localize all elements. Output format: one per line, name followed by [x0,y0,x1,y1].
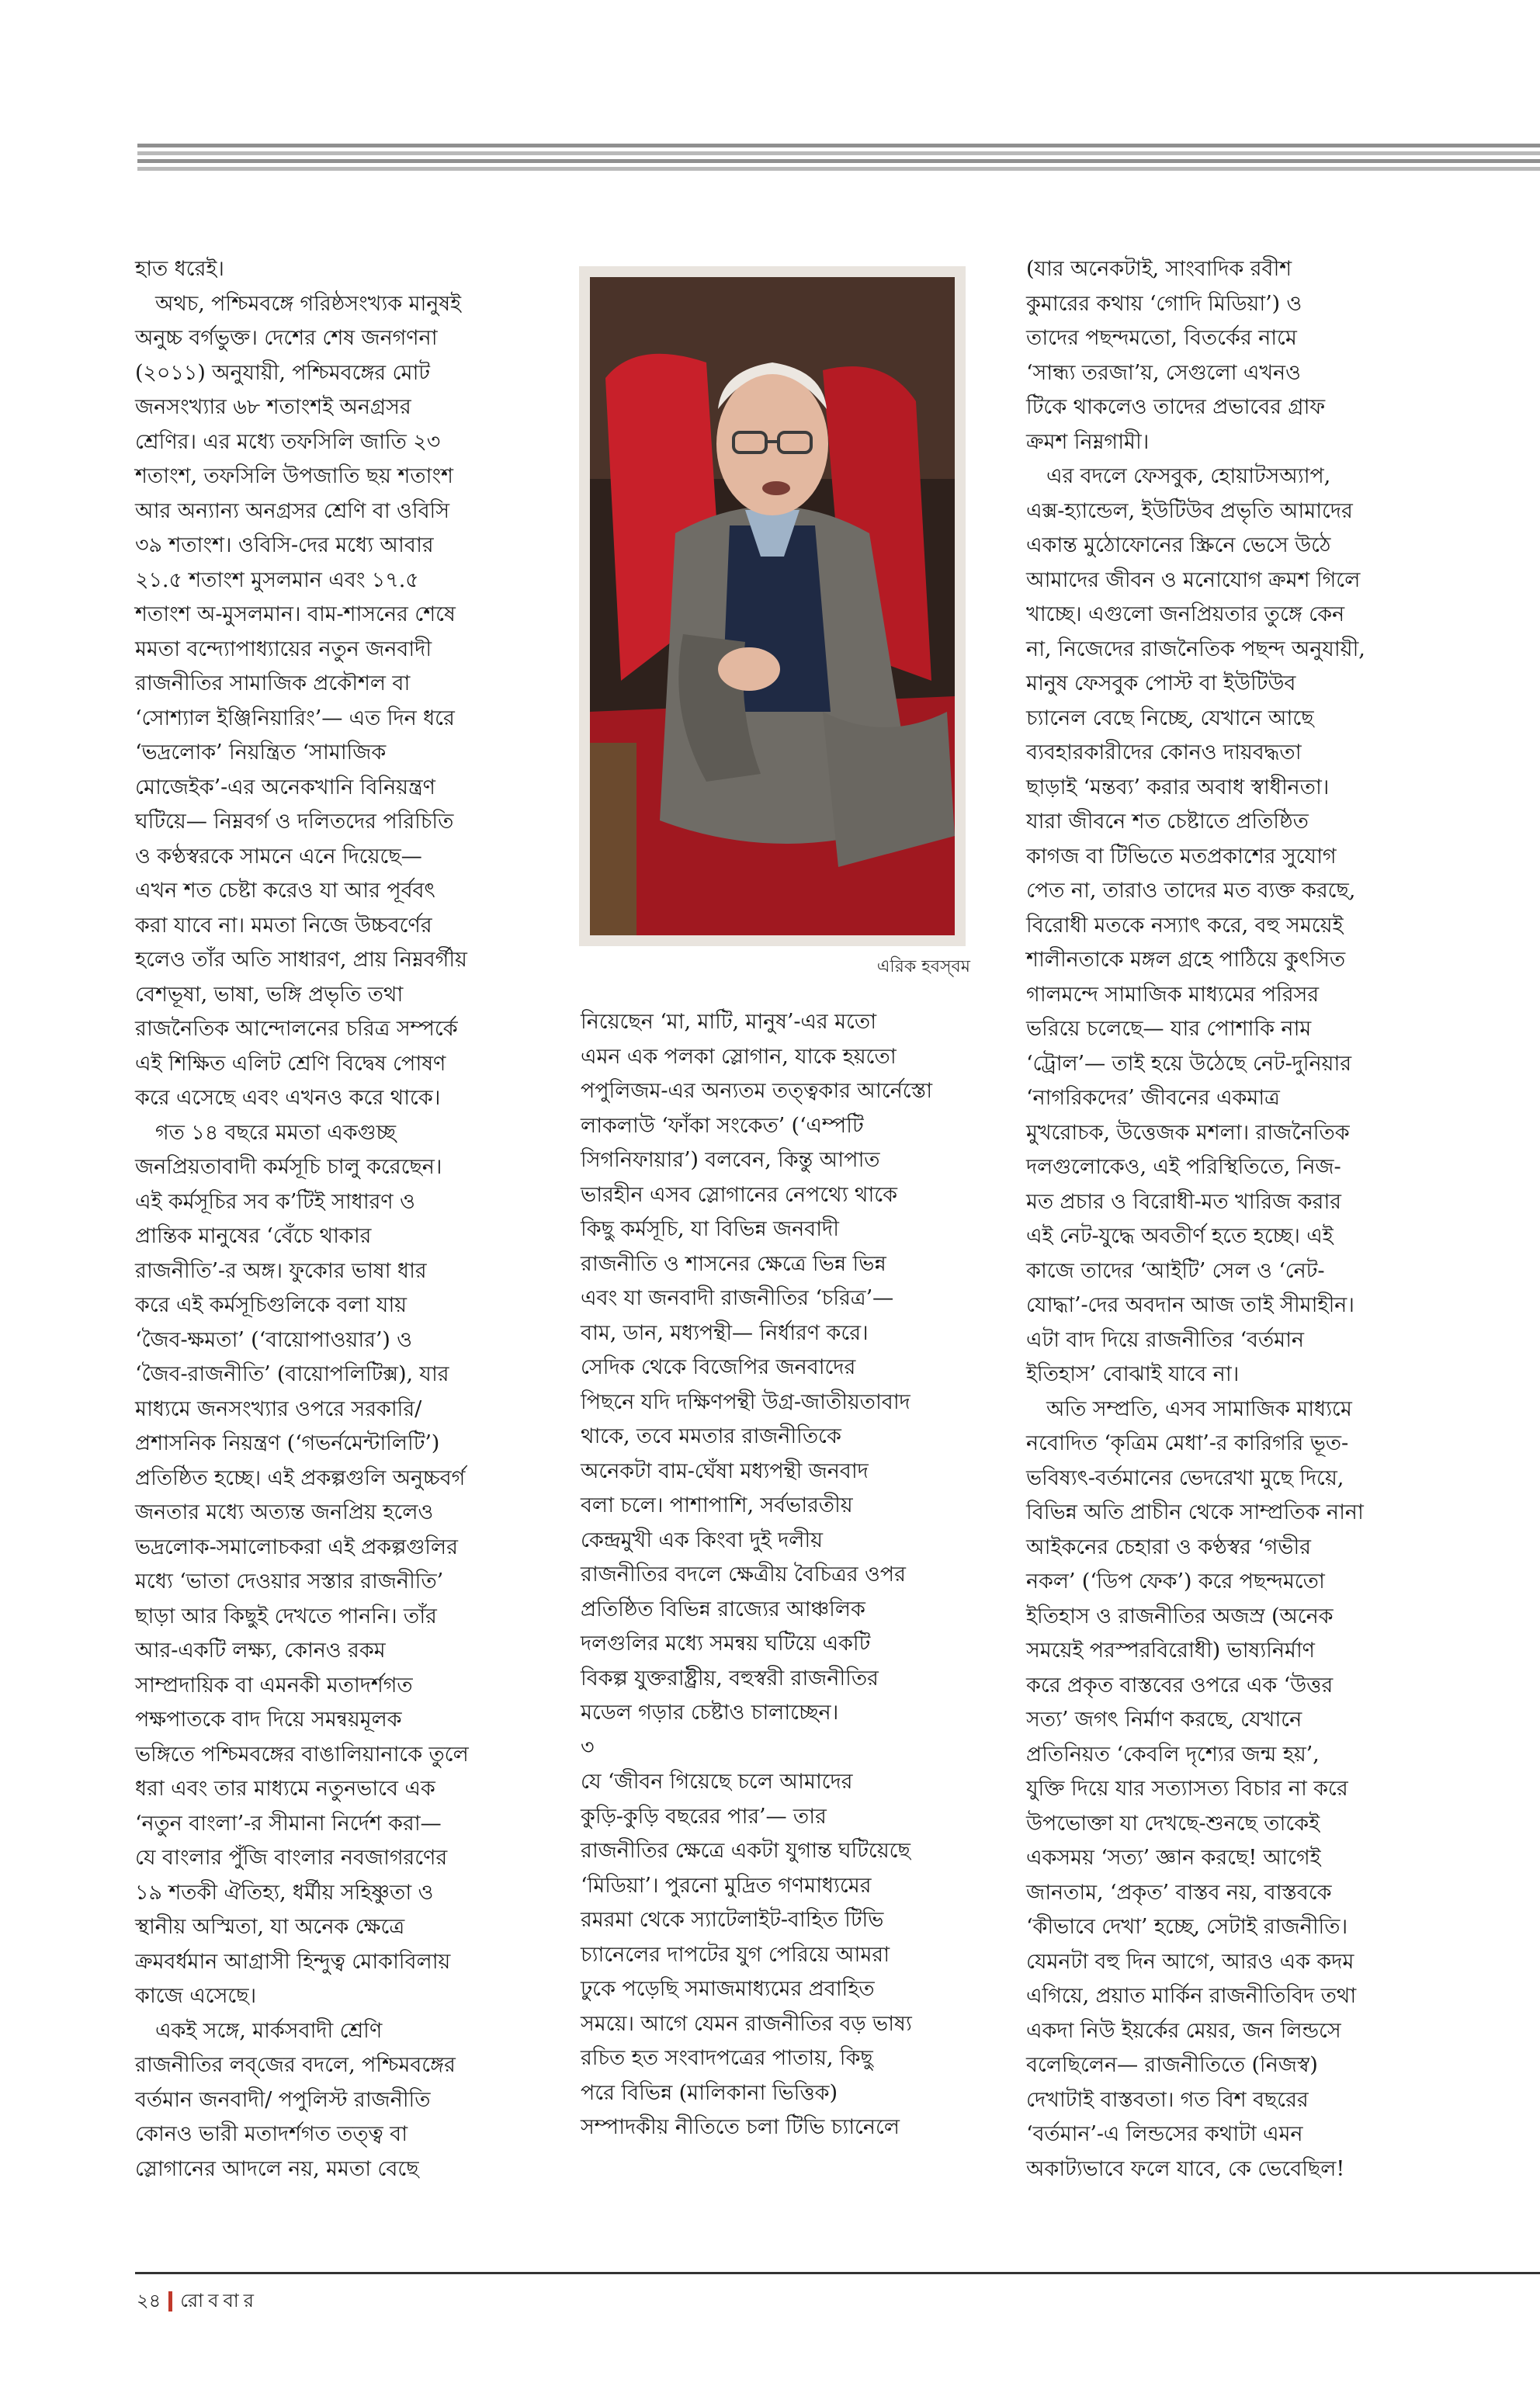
header-rules [137,144,1540,182]
magazine-name: রোববার [180,2290,258,2311]
paragraph: অথচ, পশ্চিমবঙ্গে গরিষ্ঠসংখ্যক মানুষই অনুচ্চ বর্গভুক্ত। দেশের শেষ জনগণনা (২০১১) অনুযায়ী, পশ্চিমবঙ্গের মোট জনসংখ্যার ৬৮ শতাংশই অনগ্রসর শ্রেণির। এর মধ্যে তফসিলি জাতি ২৩ শতাংশ, তফসিলি উপজাতি ছয় শতাংশ আর অন্যান্য অনগ্রসর শ্রেণি বা ওবিসি ৩৯ শতাংশ। ওবিসি-দের মধ্যে আবার ২১.৫ শতাংশ মুসলমান এবং ১৭.৫ শতাংশ অ-মুসলমান। বাম-শাসনের শেষে মমতা বন্দ্যোপাধ্যায়ের নতুন জনবাদী রাজনীতির সামাজিক প্রকৌশল বা ‘সোশ্যাল ইঞ্জিনিয়ারিং’— এত দিন ধরে ‘ভদ্রলোক’ নিয়ন্ত্রিত ‘সামাজিক মোজেইক’-এর অনেকখানি বিনিয়ন্ত্রণ ঘটিয়ে— নিম্নবর্গ ও দলিতদের পরিচিতি ও কণ্ঠস্বরকে সামনে এনে দিয়েছে— এখন শত চেষ্টা করেও যা আর পূর্ববৎ করা যাবে না। মমতা নিজে উচ্চবর্ণের হলেও তাঁর অতি সাধারণ, প্রায় নিম্নবর্গীয় বেশভূষা, ভাষা, ভঙ্গি প্রভৃতি তথা রাজনৈতিক আন্দোলনের চরিত্র সম্পর্কে এই শিক্ষিত এলিট শ্রেণি বিদ্বেষ পোষণ করে এসেছে এবং এখনও করে থাকে। [135,291,467,1110]
page-footer [137,2287,258,2318]
paragraph: নিয়েছেন ‘মা, মাটি, মানুষ’-এর মতো এমন এক পলকা স্লোগান, যাকে হয়তো পপুলিজম-এর অন্যতম তত্ত্বকার আর্নেস্তো লাকলাউ ‘ফাঁকা সংকেত’ (‘এম্পটি সিগনিফায়ার’) বলবেন, কিন্তু আপাত ভারহীন এসব স্লোগানের নেপথ্যে থাকে কিছু কর্মসূচি, যা বিভিন্ন জনবাদী রাজনীতি ও শাসনের ক্ষেত্রে ভিন্ন ভিন্ন এবং যা জনবাদী রাজনীতির ‘চরিত্র’— বাম, ডান, মধ্যপন্থী— নির্ধারণ করে। সেদিক থেকে বিজেপির জনবাদের পিছনে যদি দক্ষিণপন্থী উগ্র-জাতীয়তাবাদ থাকে, তবে মমতার রাজনীতিকে অনেকটা বাম-ঘেঁষা মধ্যপন্থী জনবাদ বলা চলে। পাশাপাশি, সর্বভারতীয় কেন্দ্রমুখী এক কিংবা দুই দলীয় রাজনীতির বদলে ক্ষেত্রীয় বৈচিত্রর ওপর প্রতিষ্ঠিত বিভিন্ন রাজ্যের আঞ্চলিক দলগুলির মধ্যে সমন্বয় ঘটিয়ে একটি বিকল্প যুক্তরাষ্ট্রীয়, বহুস্বরী রাজনীতির মডেল গড়ার চেষ্টাও চালাচ্ছেন। [581,1010,932,1725]
photo-caption: এরিক হবস্‌বম [876,957,970,976]
paragraph: একই সঙ্গে, মার্কসবাদী শ্রেণি রাজনীতির লব্‌জের বদলে, পশ্চিমবঙ্গের বর্তমান জনবাদী/ পপুলিস্ট রাজনীতি কোনও ভারী মতাদর্শগত তত্ত্ব বা স্লোগানের আদলে নয়, মমতা বেছে [135,2018,456,2181]
article-column-left [135,252,531,2187]
portrait-photo [579,266,966,946]
photo-image [590,277,955,935]
page-number: ২৪ [137,2290,161,2311]
portrait-illustration [590,277,955,935]
article-column-middle [581,1005,976,2145]
paragraph: যে ‘জীবন গিয়েছে চলে আমাদের কুড়ি-কুড়ি বছরের পার’— তার রাজনীতির ক্ষেত্রে একটা যুগান্ত ঘটিয়েছে ‘মিডিয়া’। পুরনো মুদ্রিত গণমাধ্যমের রমরমা থেকে স্যাটেলাইট-বাহিত টিভি চ্যানেলের দাপটের যুগ পেরিয়ে আমরা ঢুকে পড়েছি সমাজমাধ্যমের প্রবাহিত সময়ে। আগে যেমন রাজনীতির বড় ভাষ্য রচিত হত সংবাদপত্রের পাতায়, কিছু পরে বিভিন্ন (মালিকানা ভিত্তিক) সম্পাদকীয় নীতিতে চলা টিভি চ্যানেলে [581,1770,912,2139]
paragraph: হাত ধরেই। [135,257,224,281]
section-number: ৩ [581,1735,595,1760]
footer-rule [135,2272,1540,2274]
footer-separator [168,2291,172,2311]
paragraph: এর বদলে ফেসবুক, হোয়াটসঅ্যাপ, এক্স-হ্যান্ডেল, ইউটিউব প্রভৃতি আমাদের একান্ত মুঠোফোনের স্ক্রিনে ভেসে উঠে আমাদের জীবন ও মনোযোগ ক্রমশ গিলে খাচ্ছে। এগুলো জনপ্রিয়তার তুঙ্গে কেন না, নিজেদের রাজনৈতিক পছন্দ অনুযায়ী, মানুষ ফেসবুক পোস্ট বা ইউটিউব চ্যানেল বেছে নিচ্ছে, যেখানে আছে ব্যবহারকারীদের কোনও দায়বদ্ধতা ছাড়াই ‘মন্তব্য’ করার অবাধ স্বাধীনতা। যারা জীবনে শত চেষ্টাতে প্রতিষ্ঠিত কাগজ বা টিভিতে মতপ্রকাশের সুযোগ পেত না, তারাও তাদের মত ব্যক্ত করছে, বিরোধী মতকে নস্যাৎ করে, বহু সময়েই শালীনতাকে মঙ্গল গ্রহে পাঠিয়ে কুৎসিত গালমন্দে সামাজিক মাধ্যমের পরিসর ভরিয়ে চলেছে— যার পোশাকি নাম ‘ট্রোল’— তাই হয়ে উঠেছে নেট-দুনিয়ার ‘নাগরিকদের’ জীবনের একমাত্র মুখরোচক, উত্তেজক মশলা। রাজনৈতিক দলগুলোকেও, এই পরিস্থিতিতে, নিজ- মত প্রচার ও বিরোধী-মত খারিজ করার এই নেট-যুদ্ধে অবতীর্ণ হতে হচ্ছে। এই কাজে তাদের ‘আইটি’ সেল ও ‘নেট- যোদ্ধা’-দের অবদান আজ তাই সীমাহীন। এটা বাদ দিয়ে রাজনীতির ‘বর্তমান ইতিহাস’ বোঝাই যাবে না। [1026,464,1365,1386]
article-column-right [1026,252,1422,2187]
paragraph: গত ১৪ বছরে মমতা একগুচ্ছ জনপ্রিয়তাবাদী কর্মসূচি চালু করেছেন। এই কর্মসূচির সব ক’টিই সাধারণ ও প্রান্তিক মানুষের ‘বেঁচে থাকার রাজনীতি’-র অঙ্গ। ফুকোর ভাষা ধার করে এই কর্মসূচিগুলিকে বলা যায় ‘জৈব-ক্ষমতা’ (‘বায়োপাওয়ার’) ও ‘জৈব-রাজনীতি’ (বায়োপলিটিক্স), যার মাধ্যমে জনসংখ্যার ওপরে সরকারি/ প্রশাসনিক নিয়ন্ত্রণ (‘গভর্নমেন্টালিটি’) প্রতিষ্ঠিত হচ্ছে। এই প্রকল্পগুলি অনুচ্চবর্গ জনতার মধ্যে অত্যন্ত জনপ্রিয় হলেও ভদ্রলোক-সমালোচকরা এই প্রকল্পগুলির মধ্যে ‘ভাতা দেওয়ার সস্তার রাজনীতি’ ছাড়া আর কিছুই দেখতে পাননি। তাঁর আর-একটি লক্ষ্য, কোনও রকম সাম্প্রদায়িক বা এমনকী মতাদর্শগত পক্ষপাতকে বাদ দিয়ে সমন্বয়মূলক ভঙ্গিতে পশ্চিমবঙ্গের বাঙালিয়ানাকে তুলে ধরা এবং তার মাধ্যমে নতুনভাবে এক ‘নতুন বাংলা’-র সীমানা নির্দেশ করা— যে বাংলার পুঁজি বাংলার নবজাগরণের ১৯ শতকী ঐতিহ্য, ধর্মীয় সহিষ্ণুতা ও স্থানীয় অস্মিতা, যা অনেক ক্ষেত্রে ক্রমবর্ধমান আগ্রাসী হিন্দুত্ব মোকাবিলায় কাজে এসেছে। [135,1120,469,2008]
paragraph: অতি সম্প্রতি, এসব সামাজিক মাধ্যমে নবোদিত ‘কৃত্রিম মেধা’-র কারিগরি ভূত- ভবিষ্যৎ-বর্তমানের ভেদরেখা মুছে দিয়ে, বিভিন্ন অতি প্রাচীন থেকে সাম্প্রতিক নানা আইকনের চেহারা ও কণ্ঠস্বর ‘গভীর নকল’ (‘ডিপ ফেক’) করে পছন্দমতো ইতিহাস ও রাজনীতির অজস্র (অনেক সময়েই পরস্পরবিরোধী) ভাষ্যনির্মাণ করে প্রকৃত বাস্তবের ওপরে এক ‘উত্তর সত্য’ জগৎ নির্মাণ করছে, যেখানে প্রতিনিয়ত ‘কেবলি দৃশ্যের জন্ম হয়’, যুক্তি দিয়ে যার সত্যাসত্য বিচার না করে উপভোক্তা যা দেখছে-শুনছে তাকেই একসময় ‘সত্য’ জ্ঞান করছে! আগেই জানতাম, ‘প্রকৃত’ বাস্তব নয়, বাস্তবকে ‘কীভাবে দেখা’ হচ্ছে, সেটাই রাজনীতি। যেমনটা বহু দিন আগে, আরও এক কদম এগিয়ে, প্রয়াত মার্কিন রাজনীতিবিদ তথা একদা নিউ ইয়র্কের মেয়র, জন লিন্ডসে বলেছিলেন— রাজনীতিতে (নিজস্ব) দেখাটাই বাস্তবতা। গত বিশ বছরের ‘বর্তমান’-এ লিন্ডসের কথাটা এমন অকাট্যভাবে ফলে যাবে, কে ভেবেছিল! [1026,1396,1364,2181]
paragraph: (যার অনেকটাই, সাংবাদিক রবীশ কুমারের কথায় ‘গোদি মিডিয়া’) ও তাদের পছন্দমতো, বিতর্কের নামে ‘সান্ধ্য তরজা’য়, সেগুলো এখনও টিকে থাকলেও তাদের প্রভাবের গ্রাফ ক্রমশ নিম্নগামী। [1026,257,1326,454]
